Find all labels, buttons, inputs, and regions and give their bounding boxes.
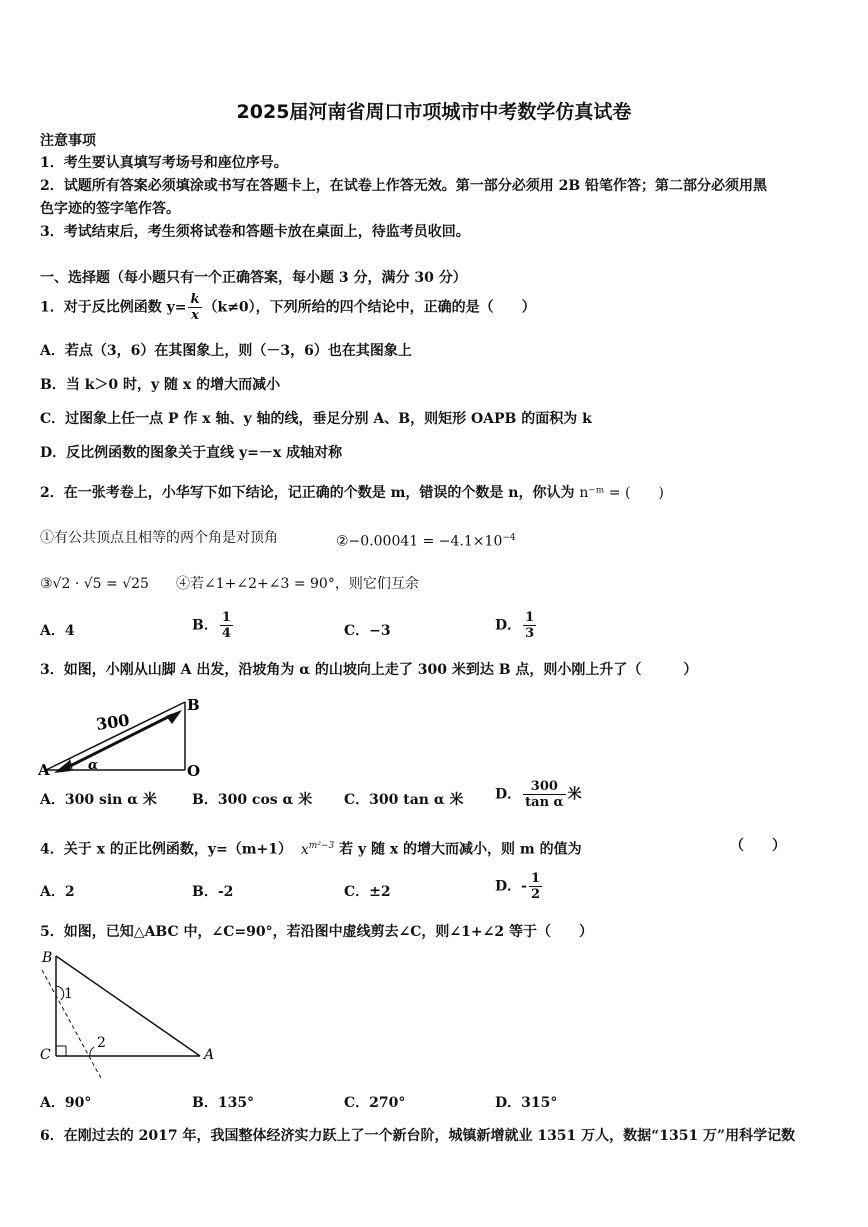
q5-option-a: A．90° [40, 1095, 92, 1111]
question-2-stem [40, 483, 664, 503]
notice-item: 2．试题所有答案必须填涂或书写在答题卡上，在试卷上作答无效。第一部分必须用 2B 铅笔作答；第二部分必须用黑 [40, 178, 768, 194]
frac-numerator: 1 [530, 871, 540, 886]
q1-option-a: A．若点（3，6）在其图象上，则（－3，6）也在其图象上 [40, 343, 412, 359]
option-label: D． [495, 786, 522, 803]
figure-label-c: C [40, 1047, 51, 1063]
question-4-stem [40, 836, 582, 860]
q4-answer-paren: （ ） [730, 838, 786, 854]
frac-numerator: 1 [221, 610, 231, 625]
q1-option-c: C．过图象上任一点 P 作 x 轴、y 轴的线，垂足分别 A、B，则矩形 OAPB 的面积为 k [40, 411, 592, 427]
question-5-stem: 5．如图，已知△ABC 中，∠C=90°，若沿图中虚线剪去∠C，则∠1+∠2 等于（ ） [40, 924, 593, 940]
unit-label: 米 [567, 786, 582, 803]
q4-option-d [495, 871, 544, 902]
q4-stem-text: 4．关于 x 的正比例函数，y=（m+1） [40, 841, 292, 858]
figure-label-a: A [38, 761, 50, 779]
q5-option-c: C．270° [344, 1095, 406, 1111]
q4-exponent: m²−3 [308, 841, 335, 851]
figure-label-b: B [187, 696, 200, 714]
q4-stem-text: 若 y 随 x 的增大而减小，则 m 的值为 [339, 841, 582, 858]
frac-numerator: 1 [525, 610, 535, 625]
slope-figure [38, 690, 218, 780]
figure-label-o: O [187, 762, 201, 780]
figure-label-2: 2 [97, 1035, 106, 1051]
q4-option-a: A．2 [40, 884, 75, 900]
q4-option-b: B．-2 [192, 884, 234, 900]
question-6-stem: 6．在刚过去的 2017 年，我国整体经济实力跃上了一个新台阶，城镇新增就业 1351 万人，数据“1351 万”用科学记数 [40, 1128, 796, 1144]
page-title: 2025届河南省周口市项城市中考数学仿真试卷 [236, 101, 632, 123]
q3-d-fraction [523, 779, 565, 810]
frac-denominator: 2 [530, 887, 540, 902]
q4-d-fraction [529, 871, 542, 902]
notice-item: 3．考试结束后，考生须将试卷和答题卡放在桌面上，待监考员收回。 [40, 224, 470, 240]
figure-label-300: 300 [94, 710, 131, 734]
q4-variable: x [300, 841, 309, 858]
question-1-stem [40, 292, 536, 323]
notice-heading: 注意事项 [40, 133, 96, 149]
q1-stem-part: 1．对于反比例函数 y= [40, 299, 187, 316]
q2-option-a: A．4 [40, 623, 75, 639]
q4-option-c: C．±2 [344, 884, 391, 900]
q1-option-b: B．当 k＞0 时，y 随 x 的增大而减小 [40, 377, 281, 393]
q1-option-d: D．反比例函数的图象关于直线 y=－x 成轴对称 [40, 445, 343, 461]
q2-b-fraction [220, 610, 233, 641]
q2-stem-text: 2．在一张考卷上，小华写下如下结论，记正确的个数是 m，错误的个数是 n，你认为 [40, 485, 575, 501]
q3-option-c: C．300 tan α 米 [344, 792, 464, 808]
triangle-figure [36, 946, 226, 1086]
q2-option-d [495, 610, 538, 641]
q1-stem-part: （k≠0），下列所给的四个结论中，正确的是（ ） [203, 299, 536, 316]
q2-d-fraction [523, 610, 536, 641]
side-ab [56, 956, 200, 1056]
q2-statement-2-exponent: −4 [502, 533, 516, 543]
frac-denominator: x [191, 308, 199, 323]
frac-numerator: k [190, 292, 200, 307]
q5-option-b: B．135° [192, 1095, 255, 1111]
figure-label-b: B [42, 950, 53, 966]
option-label: D．- [495, 878, 527, 895]
frac-denominator: tan α [525, 795, 564, 810]
q2-statement-2-text: ②−0.00041 = −4.1×10 [336, 533, 503, 550]
figure-label-1: 1 [64, 986, 73, 1002]
q5-option-d: D．315° [495, 1095, 558, 1111]
right-angle-mark [56, 1046, 66, 1056]
figure-label-alpha: α [88, 758, 99, 773]
arrow-right-head-icon [166, 710, 182, 724]
q2-expression: n⁻ᵐ = ( ) [579, 485, 664, 501]
q3-option-a: A．300 sin α 米 [40, 792, 157, 808]
q2-statement-2 [336, 528, 516, 552]
question-3-stem: 3．如图，小刚从山脚 A 出发，沿坡角为 α 的山坡向上走了 300 米到达 B 点，则小刚上升了（ ） [40, 662, 698, 678]
angle-2-arc [90, 1047, 94, 1056]
frac-denominator: 4 [221, 626, 231, 641]
option-label: B． [192, 617, 218, 634]
section-heading: 一、选择题（每小题只有一个正确答案，每小题 3 分，满分 30 分） [40, 270, 467, 286]
q2-statement-1: ①有公共顶点且相等的两个角是对顶角 [40, 530, 278, 546]
notice-item: 1．考生要认真填写考场号和座位序号。 [40, 155, 288, 171]
frac-numerator: 300 [523, 779, 565, 795]
q2-option-b [192, 610, 235, 641]
q3-option-b: B．300 cos α 米 [192, 792, 313, 808]
frac-denominator: 3 [525, 626, 535, 641]
option-label: D． [495, 617, 522, 634]
q1-fraction [188, 292, 201, 323]
q3-option-d [495, 779, 582, 810]
notice-item: 色字迹的签字笔作答。 [40, 201, 180, 217]
q2-option-c: C．−3 [344, 623, 391, 639]
figure-label-a: A [204, 1047, 215, 1063]
q2-statement-4: ④若∠1+∠2+∠3 = 90°，则它们互余 [176, 576, 419, 592]
q2-statement-3: ③√2 · √5 = √25 [40, 576, 149, 592]
